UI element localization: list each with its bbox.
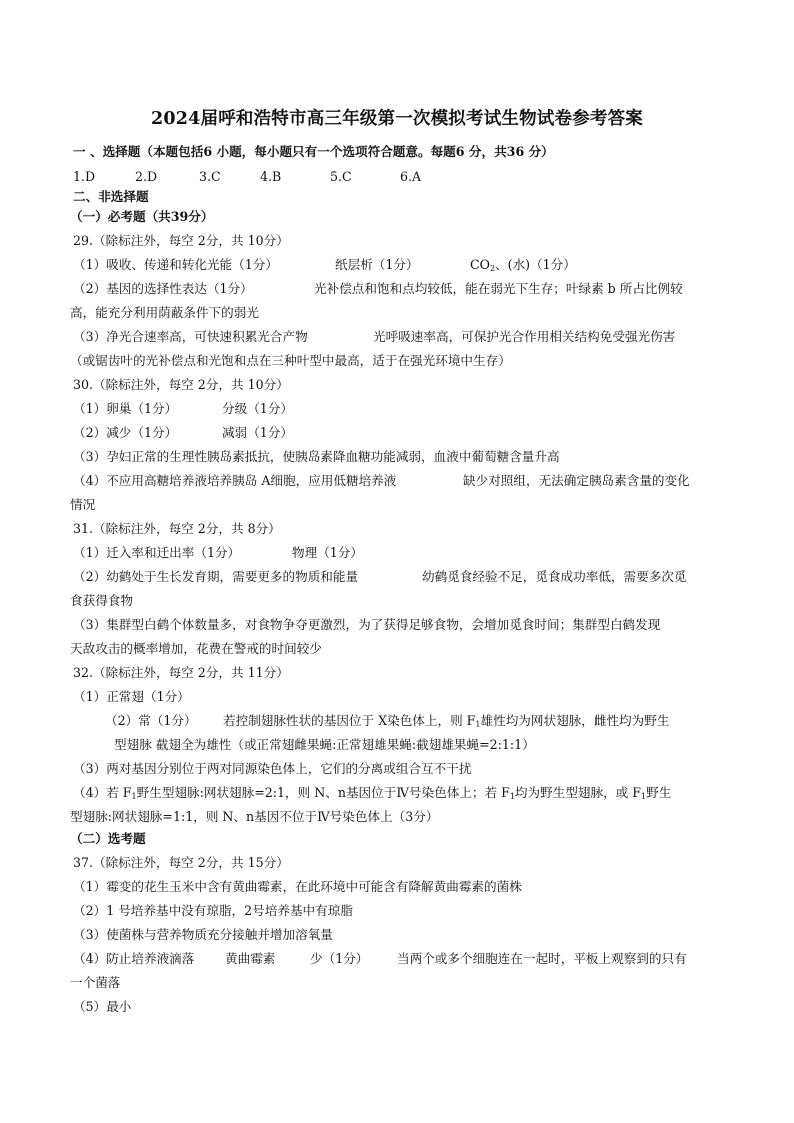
q37-answer-4d: 当两个或多个细胞连在一起时，平板上观察到的只有	[397, 951, 687, 966]
q31-header: 31.（除标注外，每空 2分，共 8分）	[73, 521, 281, 536]
q37-line-5: （5）最小	[73, 999, 132, 1014]
q29-answer-3b: 光呼吸速率高，可保护光合作用相关结构免受强光伤害	[373, 329, 676, 344]
q30-answer-1a: （1）卵巢（1分）	[73, 401, 178, 416]
q32-line-4-cont: 型翅脉:网状翅脉=1:1，则 N、n基因不位于Ⅳ号染色体上（3分）	[70, 809, 439, 824]
q29-line-2	[73, 281, 683, 296]
choice-answer-4: 4.B	[260, 169, 282, 184]
q30-line-4-cont: 情况	[70, 497, 96, 512]
q29-header: 29.（除标注外，每空 2分，共 10分）	[73, 233, 289, 248]
choice-answer-1: 1.D	[73, 169, 96, 184]
q31-line-2	[73, 569, 687, 584]
q31-answer-1b: 物理（1分）	[292, 545, 363, 560]
q32-answer-2b: 若控制翅脉性状的基因位于 X染色体上，则 $F_1$雄性均为网状翅脉，雌性均为野生	[223, 713, 670, 729]
q30-answer-4a: （4）不应用高糖培养液培养胰岛 A细胞，应用低糖培养液	[73, 473, 397, 488]
choice-answer-2: 2.D	[135, 169, 158, 184]
section-choice-header: 一 、选择题（本题包括6 小题，每小题只有一个选项符合题意。每题6 分，共36 分）	[73, 144, 554, 159]
q37-answer-4a: （4）防止培养液滴落	[73, 951, 195, 966]
q31-answer-2b: 幼鹤觅食经验不足，觅食成功率低，需要多次觅	[422, 569, 687, 584]
q37-answer-4b: 黄曲霉素	[225, 951, 276, 966]
choice-answer-3: 3.C	[199, 169, 221, 184]
section-nonchoice-header: 二、非选择题	[73, 189, 149, 204]
q30-header: 30.（除标注外，每空 2分，共 10分）	[73, 377, 289, 392]
q31-line-3-cont: 天敌攻击的概率增加，花费在警戒的时间较少	[70, 641, 322, 656]
q32-line-2-cont: 型翅脉 截翅全为雄性（或正常翅雌果蝇:正常翅雄果蝇:截翅雄果蝇=2:1:1）	[114, 737, 535, 752]
q30-line-3: （3）孕妇正常的生理性胰岛素抵抗，使胰岛素降血糖功能减弱，血液中葡萄糖含量升高	[73, 449, 560, 464]
q31-line-2-cont: 食获得食物	[70, 593, 133, 608]
q32-line-3: （3）两对基因分别位于两对同源染色体上，它们的分离或组合互不干扰	[73, 761, 472, 776]
q29-answer-1b: 纸层析（1分）	[335, 257, 419, 272]
q30-answer-1b: 分级（1分）	[222, 401, 293, 416]
q37-line-3: （3）使菌株与营养物质充分接触并增加溶氧量	[73, 927, 333, 942]
q37-line-2: （2）1 号培养基中没有琼脂，2号培养基中有琼脂	[73, 903, 353, 918]
q31-line-1	[73, 545, 363, 560]
q32-line-4: （4）若 $F_1$野生型翅脉:网状翅脉=2:1，则 N、n基因位于Ⅳ号染色体上；若 $F_1$均为野生型翅脉，或 $F_1$野生	[73, 785, 672, 801]
choice-answer-5: 5.C	[330, 169, 352, 184]
q29-answer-3a: （3）净光合速率高，可快速积累光合产物	[73, 329, 308, 344]
q32-answer-2a: （2）常（1分）	[105, 713, 197, 728]
q30-line-1	[73, 401, 293, 416]
q37-line-1: （1）霉变的花生玉米中含有黄曲霉素，在此环境中可能含有降解黄曲霉素的菌株	[73, 879, 522, 894]
q30-line-4	[73, 473, 690, 488]
q32-line-2	[105, 713, 670, 729]
q30-answer-2b: 减弱（1分）	[222, 425, 293, 440]
q29-answer-1c: $CO_2$、(水)（1分）	[470, 257, 576, 273]
q29-answer-1a: （1）吸收、传递和转化光能（1分）	[73, 257, 278, 272]
q29-answer-2a: （2）基因的选择性表达（1分）	[73, 281, 253, 296]
q29-answer-2b: 光补偿点和饱和点均较低，能在弱光下生存；叶绿素 b 所占比例较	[314, 281, 683, 296]
q29-line-3	[73, 329, 676, 344]
q37-line-4-cont: 一个菌落	[70, 975, 121, 990]
q29-line-2-cont: 高，能充分利用荫蔽条件下的弱光	[70, 305, 259, 320]
q29-line-1	[73, 257, 576, 273]
q31-line-3: （3）集群型白鹤个体数量多，对食物争夺更激烈，为了获得足够食物，会增加觅食时间；集群型白鹤发现	[73, 617, 661, 632]
page-title: 2024届呼和浩特市高三年级第一次模拟考试生物试卷参考答案	[150, 109, 643, 129]
q31-answer-1a: （1）迁入率和迁出率（1分）	[73, 545, 241, 560]
choice-answer-6: 6.A	[400, 169, 422, 184]
q32-line-1: （1）正常翅（1分）	[73, 689, 190, 704]
q37-answer-4c: 少（1分）	[310, 951, 369, 966]
required-questions-header: （一）必考题（共39分）	[70, 209, 214, 224]
q37-header: 37.（除标注外，每空 2分，共 15分）	[73, 855, 289, 870]
q37-line-4	[73, 951, 687, 966]
q31-answer-2a: （2）幼鹤处于生长发育期，需要更多的物质和能量	[73, 569, 359, 584]
q29-line-3-cont: （或锯齿叶的光补偿点和光饱和点在三种叶型中最高，适于在强光环境中生存）	[70, 353, 511, 368]
q30-answer-2a: （2）减少（1分）	[73, 425, 178, 440]
q30-answer-4b: 缺少对照组，无法确定胰岛素含量的变化	[463, 473, 690, 488]
optional-questions-header: （二）选考题	[70, 831, 146, 846]
q32-header: 32.（除标注外，每空 2分，共 11分）	[73, 665, 289, 680]
q30-line-2	[73, 425, 293, 440]
